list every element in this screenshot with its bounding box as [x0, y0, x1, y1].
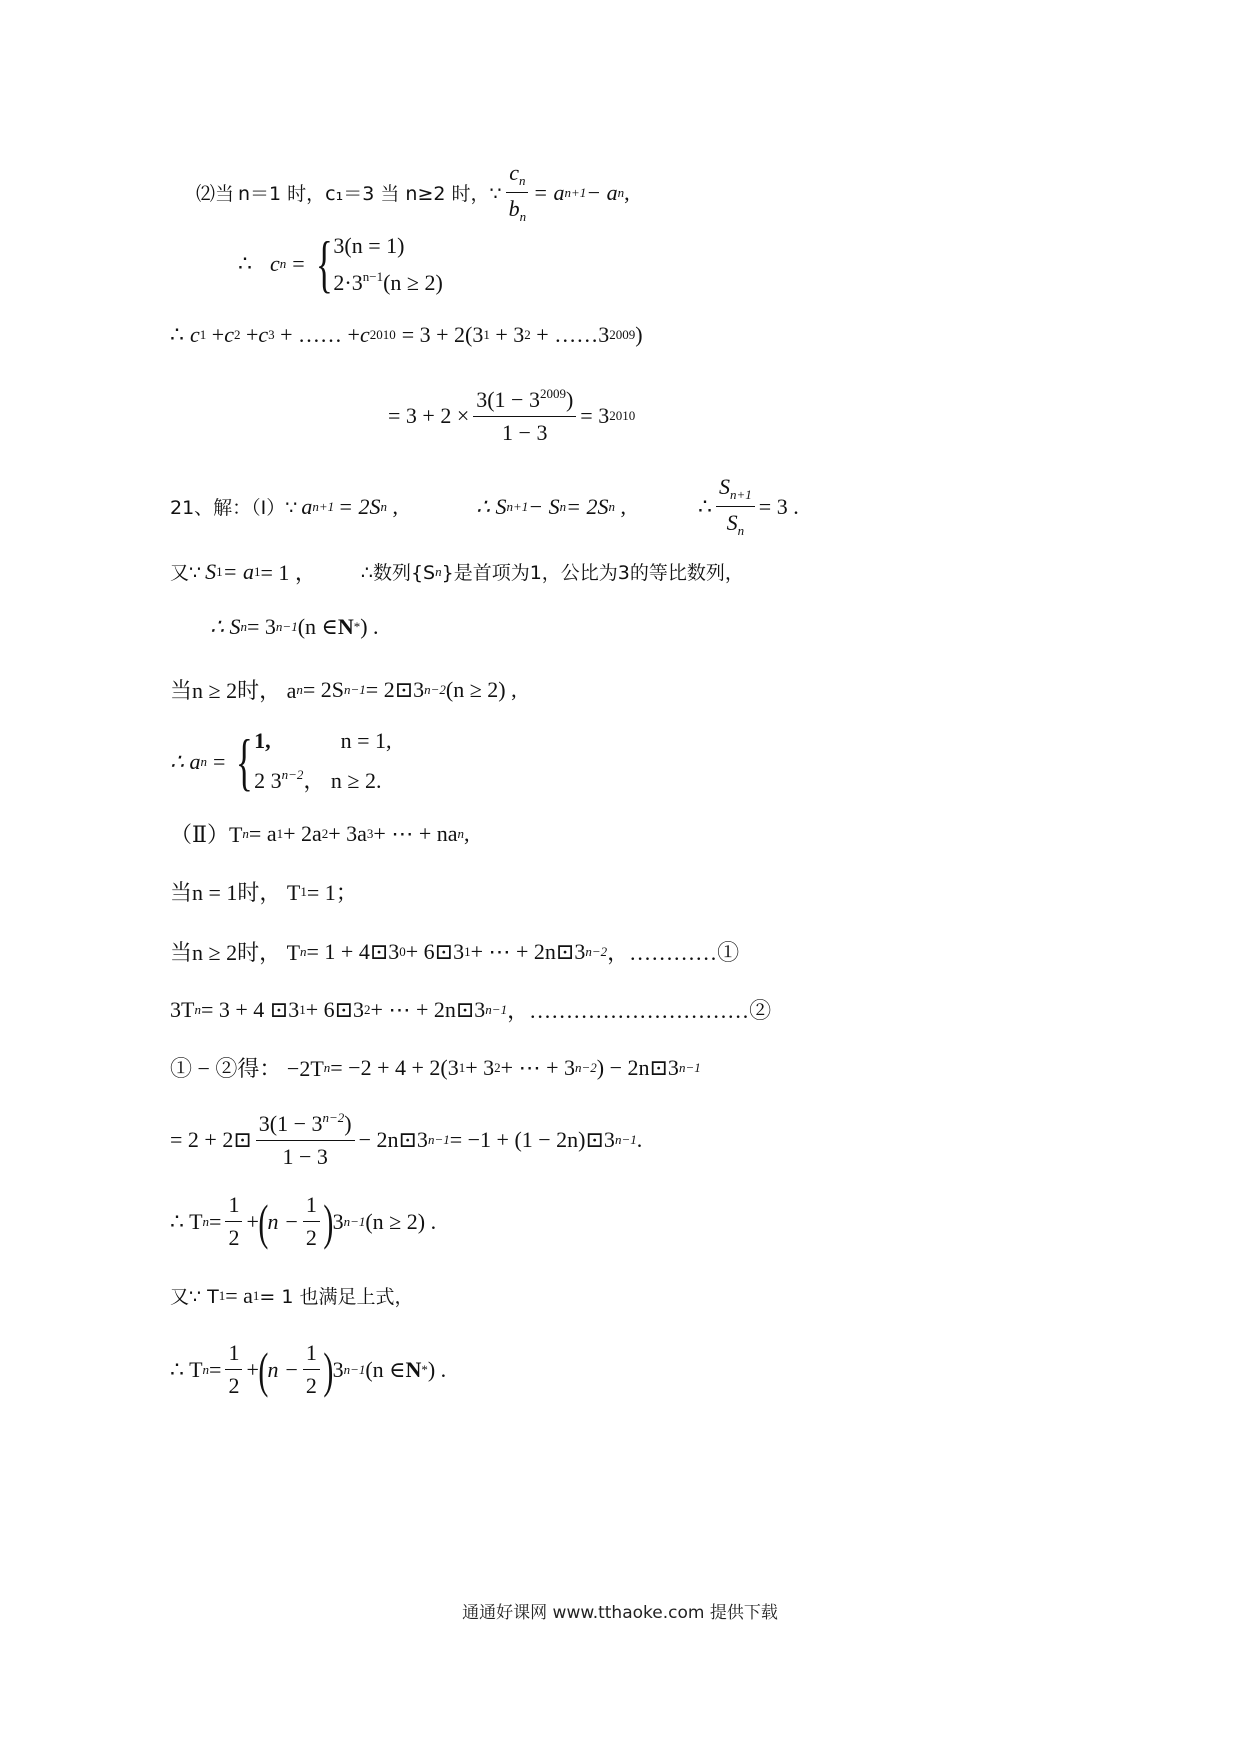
line-c-def: ⑵当 n＝1 时，c₁＝3 当 n≥2 时，∵ $\frac{c_n}{b_n}$ = a n+1 − a n ,	[196, 160, 630, 224]
ratio-fraction: $\frac{S_{n+1}}{S_n}$	[716, 474, 755, 539]
page-footer: 通通好课网 www.tthaoke.com 提供下载	[462, 1603, 778, 1623]
line-sum-result: = 3 + 2 × $\frac{3(1 - 3^{2009})}{1 - 3}$ = 3 2010	[388, 386, 636, 445]
line-tn-final-1: ∴ T n = $\frac{1}{2}$ + ( n − $\frac{1}{2}$ ) 3 n−1 (n ≥ 2) .	[170, 1192, 437, 1250]
line-q21: 21、解：（Ⅰ）∵ a n+1 = 2S n , ∴ S n+1 − S n = 2S n , ∴ $\frac{S_{n+1}}{S_n}$ = 3 .	[170, 474, 799, 538]
line-tn-final-2: ∴ T n = $\frac{1}{2}$ + ( n − $\frac{1}{2}$ ) 3 n−1 (n ∈ N * ) .	[170, 1340, 447, 1398]
an-cases: { 1, n = 1, 2 $3^{n-2}$， n ≥ 2.	[236, 725, 392, 797]
cn-over-bn: $\frac{c_n}{b_n}$	[506, 160, 530, 225]
line-cn-cases: ∴ c n = { 3(n = 1) $2\cdot 3^{n-1}(n \ge 2)$	[238, 228, 443, 299]
half-fraction: $\frac{1}{2}$	[225, 1192, 242, 1251]
line-t1-check: 又∵ T 1 = a 1 = 1 也满足上式，	[170, 1282, 414, 1308]
cn-cases: { 3(n = 1) $2\cdot 3^{n-1}(n \ge 2)$	[315, 228, 443, 299]
line-sn: ∴ S n = 3 n−1 (n ∈ N * ) .	[210, 614, 379, 639]
difference-fraction: $\frac{3(1 - 3^{n-2})}{1 - 3}$	[256, 1110, 355, 1170]
line-tn-def: （Ⅱ）T n = a 1 + 2a 2 + 3a 3 + ⋯ + na n ,	[170, 820, 470, 847]
line-sum: ∴ c 1 + c 2 + c 3 + …… + c 2010 = 3 + 2(3 1 + 3 2 + ……3 2009 )	[170, 322, 643, 347]
geometric-sum-fraction: $\frac{3(1 - 3^{2009})}{1 - 3}$	[473, 386, 576, 446]
line-t1: 当n = 1时， T 1 = 1；	[170, 880, 358, 905]
line-an-cases: ∴ a n = { 1, n = 1, 2 $3^{n-2}$， n ≥ 2.	[170, 725, 392, 797]
line-3tn: 3T n = 3 + 4 ⊡3 1 + 6⊡3 2 + ⋯ + 2n⊡3 n−1 ，…………………………②	[170, 996, 772, 1023]
line-s1: 又∵ S 1 = a 1 = 1 ， ∴数列{S n }是首项为1，公比为3的等比数列，	[170, 558, 744, 585]
line-difference-result: = 2 + 2⊡ $\frac{3(1 - 3^{n-2})}{1 - 3}$ − 2n⊡3 n−1 = −1 + (1 − 2n)⊡3 n−1 .	[170, 1110, 643, 1169]
line-tn-sum: 当n ≥ 2时， T n = 1 + 4⊡3 0 + 6⊡3 1 + ⋯ + 2n⊡3 n−2 ，…………①	[170, 938, 740, 965]
line-difference: ① − ②得： −2T n = −2 + 4 + 2(3 1 + 3 2 + ⋯ + 3 n−2 ) − 2n⊡3 n−1	[170, 1054, 701, 1081]
line-an: 当n ≥ 2时， a n = 2S n−1 = 2⊡3 n−2 (n ≥ 2) ,	[170, 676, 517, 703]
